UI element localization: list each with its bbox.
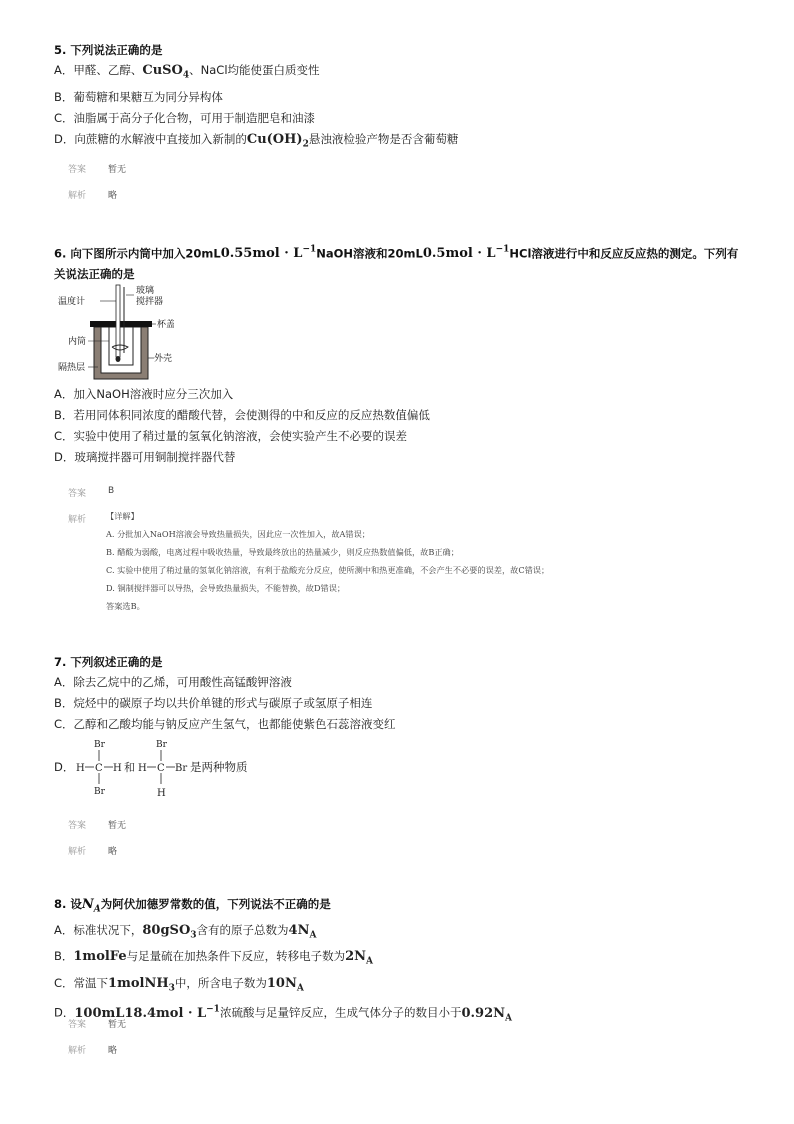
label-lid: 杯盖 xyxy=(157,320,174,330)
question-6-option-b: B．若用同体积同浓度的醋酸代替，会使测得的中和反应的反应热数值偏低 xyxy=(54,408,430,422)
label-inner-cup: 内筒 xyxy=(68,337,87,347)
question-5-analysis: 解析 略 xyxy=(68,191,118,201)
atom-br: Br xyxy=(175,763,188,774)
question-6-title: 6. 向下图所示内筒中加入$20mL0.55mol \cdot L^{-1}NaOH$溶液和$20mL0.5mol \cdot L^{-1}HCl$溶液进行中和反应反应热的测定。下列有 xyxy=(54,245,739,262)
analysis-line: 答案选B。 xyxy=(106,601,145,611)
question-7-option-b: B．烷烃中的碳原子均以共价单键的形式与碳原子或氢原子相连 xyxy=(54,696,373,710)
question-7-analysis: 解析 略 xyxy=(68,847,118,857)
analysis-line: D. 铜制搅拌器可以导热，会导致热量损失，不能替换，故D错误； xyxy=(106,583,346,593)
atom-c: C xyxy=(95,763,103,774)
label-glass: 玻璃 xyxy=(136,286,155,296)
calorimeter-diagram xyxy=(54,283,174,383)
question-6-title-line2: 关说法正确的是 xyxy=(54,267,135,282)
label-thermometer: 温度计 xyxy=(58,297,86,307)
atom-br: Br xyxy=(156,740,167,750)
question-6-option-d: D．玻璃搅拌器可用铜制搅拌器代替 xyxy=(54,450,236,464)
question-5-option-d: D．向蔗糖的水解液中直接加入新制的$Cu(OH)_2$悬浊液检验产物是否含葡萄糖 xyxy=(54,131,459,150)
question-5-title: 5. 下列说法正确的是 xyxy=(54,43,163,57)
question-5-option-a: A．甲醛、乙醇、CuSO$_4$、NaCl均能使蛋白质变性 xyxy=(54,63,320,81)
question-8-option-d: D．$100mL18.4mol \cdot L^{-1}$浓硫酸与足量锌反应，生成气体分子的数目小于$0.92N_A$ xyxy=(54,1004,512,1024)
question-8-option-c: C．常温下1molNH$_3$中，所含电子数为$10N_A$ xyxy=(54,975,304,994)
label-stirrer: 搅拌器 xyxy=(136,297,164,307)
question-7-option-a: A．除去乙烷中的乙烯，可用酸性高锰酸钾溶液 xyxy=(54,675,292,689)
atom-h: H xyxy=(157,788,166,799)
atom-h: H xyxy=(76,763,85,774)
question-7-option-d: D． H C H Br Br 和 H C Br Br H 是两种物质 xyxy=(54,735,314,801)
label-insulation: 隔热层 xyxy=(58,363,86,373)
atom-h: H xyxy=(138,763,147,774)
question-6-option-a: A．加入NaOH溶液时应分三次加入 xyxy=(54,387,234,401)
question-8-title: 8. 设$N_A$为阿伏加德罗常数的值，下列说法不正确的是 xyxy=(54,897,331,915)
and-word: 和 xyxy=(124,761,135,774)
atom-br: Br xyxy=(94,740,105,750)
atom-c: C xyxy=(157,763,165,774)
question-8 xyxy=(54,894,754,1029)
question-5-option-b: B．葡萄糖和果糖互为同分异构体 xyxy=(54,89,223,104)
question-5 xyxy=(54,40,754,155)
analysis-line: C. 实验中使用了稍过量的氢氧化钠溶液，有利于盐酸充分反应，使所测中和热更准确，不会产生不必要的误差，故C错误； xyxy=(106,565,550,575)
question-7-answer: 答案 暂无 xyxy=(68,821,127,831)
question-7-option-c: C．乙醇和乙酸均能与钠反应产生氢气，也都能使紫色石蕊溶液变红 xyxy=(54,717,396,731)
question-8-analysis: 解析 略 xyxy=(68,1046,118,1056)
question-6-options xyxy=(54,384,754,468)
question-6 xyxy=(54,240,754,284)
question-6-answer: 答案 B xyxy=(68,486,115,499)
analysis-head: 【详解】 xyxy=(106,511,139,521)
label-outer-shell: 外壳 xyxy=(154,354,173,364)
question-8-answer: 答案 暂无 xyxy=(68,1020,127,1030)
analysis-line: B. 醋酸为弱酸，电离过程中吸收热量，导致最终放出的热量减少，则反应热数值偏低，故B正确； xyxy=(106,547,459,557)
calorimeter-figure xyxy=(54,283,174,383)
question-5-answer: 答案 暂无 xyxy=(68,165,127,175)
question-8-option-b: B．1molFe与足量硫在加热条件下反应，转移电子数为$2N_A$ xyxy=(54,949,374,967)
atom-h: H xyxy=(113,763,122,774)
question-5-option-c: C．油脂属于高分子化合物，可用于制造肥皂和油漆 xyxy=(54,110,316,125)
question-8-option-a: A．标准状况下，80gSO$_3$含有的原子总数为$4N_A$ xyxy=(54,922,317,941)
question-6-analysis-detail xyxy=(106,507,549,615)
analysis-line: A. 分批加入NaOH溶液会导致热量损失，因此应一次性加入，故A错误； xyxy=(106,529,370,539)
question-7-title: 7. 下列叙述正确的是 xyxy=(54,655,163,669)
question-7 xyxy=(54,652,754,735)
question-6-option-c: C．实验中使用了稍过量的氢氧化钠溶液，会使实验产生不必要的误差 xyxy=(54,429,408,443)
atom-br: Br xyxy=(94,787,105,797)
question-6-analysis: 解析 xyxy=(68,515,87,525)
